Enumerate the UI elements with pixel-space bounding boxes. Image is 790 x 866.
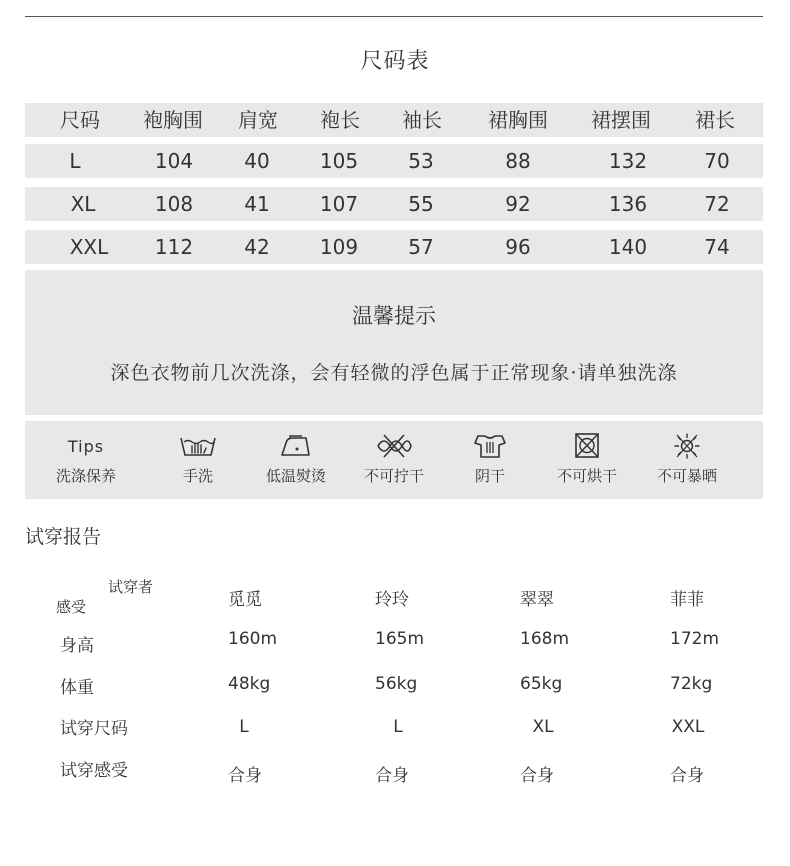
- table-cell: 132: [608, 149, 648, 173]
- size-chart-title: 尺码表: [360, 49, 430, 74]
- header-cell: 肩宽: [238, 108, 278, 132]
- table-cell: 42: [244, 235, 270, 259]
- report-cell: 65kg: [520, 674, 563, 694]
- hand-wash-icon: [178, 433, 218, 459]
- size-cell: XL: [70, 192, 96, 216]
- table-cell: 41: [244, 192, 270, 216]
- header-cell: 尺码: [60, 108, 100, 132]
- care-label: 手洗: [182, 467, 213, 485]
- care-label: 不可暴晒: [656, 467, 717, 485]
- no-sun-dry-icon: [667, 433, 707, 459]
- tips-subtitle: 洗涤保养: [55, 467, 116, 485]
- header-cell: 袍长: [320, 108, 360, 132]
- table-cell: 55: [408, 192, 434, 216]
- header-cell: 袍胸围: [143, 108, 203, 132]
- table-row: [25, 187, 763, 221]
- care-label: 不可烘干: [556, 467, 617, 485]
- table-cell: 109: [319, 235, 359, 259]
- tips-word: Tips: [67, 437, 105, 456]
- report-cell: 56kg: [375, 674, 418, 694]
- header-cell: 裙胸围: [488, 108, 548, 132]
- report-cell: 合身: [520, 766, 554, 786]
- tester-name: 菲菲: [670, 590, 704, 610]
- corner-label-feeling: 感受: [56, 598, 87, 616]
- top-divider: [25, 16, 763, 17]
- report-cell: 合身: [375, 766, 409, 786]
- table-cell: 107: [319, 192, 359, 216]
- table-cell: 72: [704, 192, 730, 216]
- table-cell: 108: [154, 192, 194, 216]
- table-cell: 136: [608, 192, 648, 216]
- corner-label-tester: 试穿者: [108, 578, 154, 596]
- report-cell: 合身: [228, 766, 262, 786]
- table-row: [25, 144, 763, 178]
- table-cell: 88: [505, 149, 531, 173]
- table-cell: 40: [244, 149, 270, 173]
- care-tips-label: [36, 421, 136, 499]
- shade-dry-icon: [470, 433, 510, 459]
- table-cell: 112: [154, 235, 194, 259]
- care-item-no-sun-dry: [637, 421, 737, 499]
- tester-name: 玲玲: [375, 590, 409, 610]
- report-cell: 172m: [670, 629, 720, 649]
- warm-tip-title: 温馨提示: [352, 304, 436, 328]
- report-cell: XXL: [671, 717, 705, 737]
- table-cell: 57: [408, 235, 434, 259]
- row-label-weight: 体重: [60, 678, 94, 698]
- care-item-shade-dry: [440, 421, 540, 499]
- table-cell: 92: [505, 192, 531, 216]
- care-item-hand-wash: [148, 421, 248, 499]
- size-cell: XXL: [69, 235, 109, 259]
- care-label: 低温熨烫: [265, 467, 326, 485]
- low-iron-icon: [276, 433, 316, 459]
- report-cell: 72kg: [670, 674, 713, 694]
- try-on-report-title: 试穿报告: [25, 526, 102, 548]
- warm-tip-panel: [25, 270, 763, 415]
- table-row: [25, 230, 763, 264]
- table-cell: 140: [608, 235, 648, 259]
- report-cell: L: [393, 717, 403, 737]
- report-cell: 48kg: [228, 674, 271, 694]
- table-cell: 96: [505, 235, 531, 259]
- table-cell: 105: [319, 149, 359, 173]
- table-cell: 53: [408, 149, 434, 173]
- tester-name: 翠翠: [520, 590, 554, 610]
- report-cell: 合身: [670, 766, 704, 786]
- care-item-low-iron: [246, 421, 346, 499]
- report-cell: 160m: [228, 629, 278, 649]
- care-instructions-bar: [25, 421, 763, 499]
- care-item-no-wring: [344, 421, 444, 499]
- header-cell: 袖长: [402, 108, 442, 132]
- size-cell: L: [69, 149, 81, 173]
- report-cell: L: [239, 717, 249, 737]
- size-table-header: [25, 103, 763, 137]
- care-label: 不可拧干: [363, 467, 424, 485]
- no-tumble-dry-icon: [567, 433, 607, 459]
- header-cell: 裙长: [695, 108, 735, 132]
- header-cell: 裙摆围: [591, 108, 651, 132]
- row-label-feeling: 试穿感受: [60, 761, 128, 781]
- table-cell: 74: [704, 235, 730, 259]
- care-item-no-tumble-dry: [537, 421, 637, 499]
- tester-name: 觅觅: [228, 590, 262, 610]
- warm-tip-text: 深色衣物前几次洗涤，会有轻微的浮色属于正常现象·请单独洗涤: [110, 362, 678, 384]
- report-cell: 168m: [520, 629, 570, 649]
- care-label: 阴干: [474, 467, 505, 485]
- table-cell: 70: [704, 149, 730, 173]
- report-cell: 165m: [375, 629, 425, 649]
- no-wring-icon: [374, 433, 414, 459]
- table-cell: 104: [154, 149, 194, 173]
- row-label-height: 身高: [60, 636, 94, 656]
- row-label-size: 试穿尺码: [60, 719, 128, 739]
- report-cell: XL: [532, 717, 554, 737]
